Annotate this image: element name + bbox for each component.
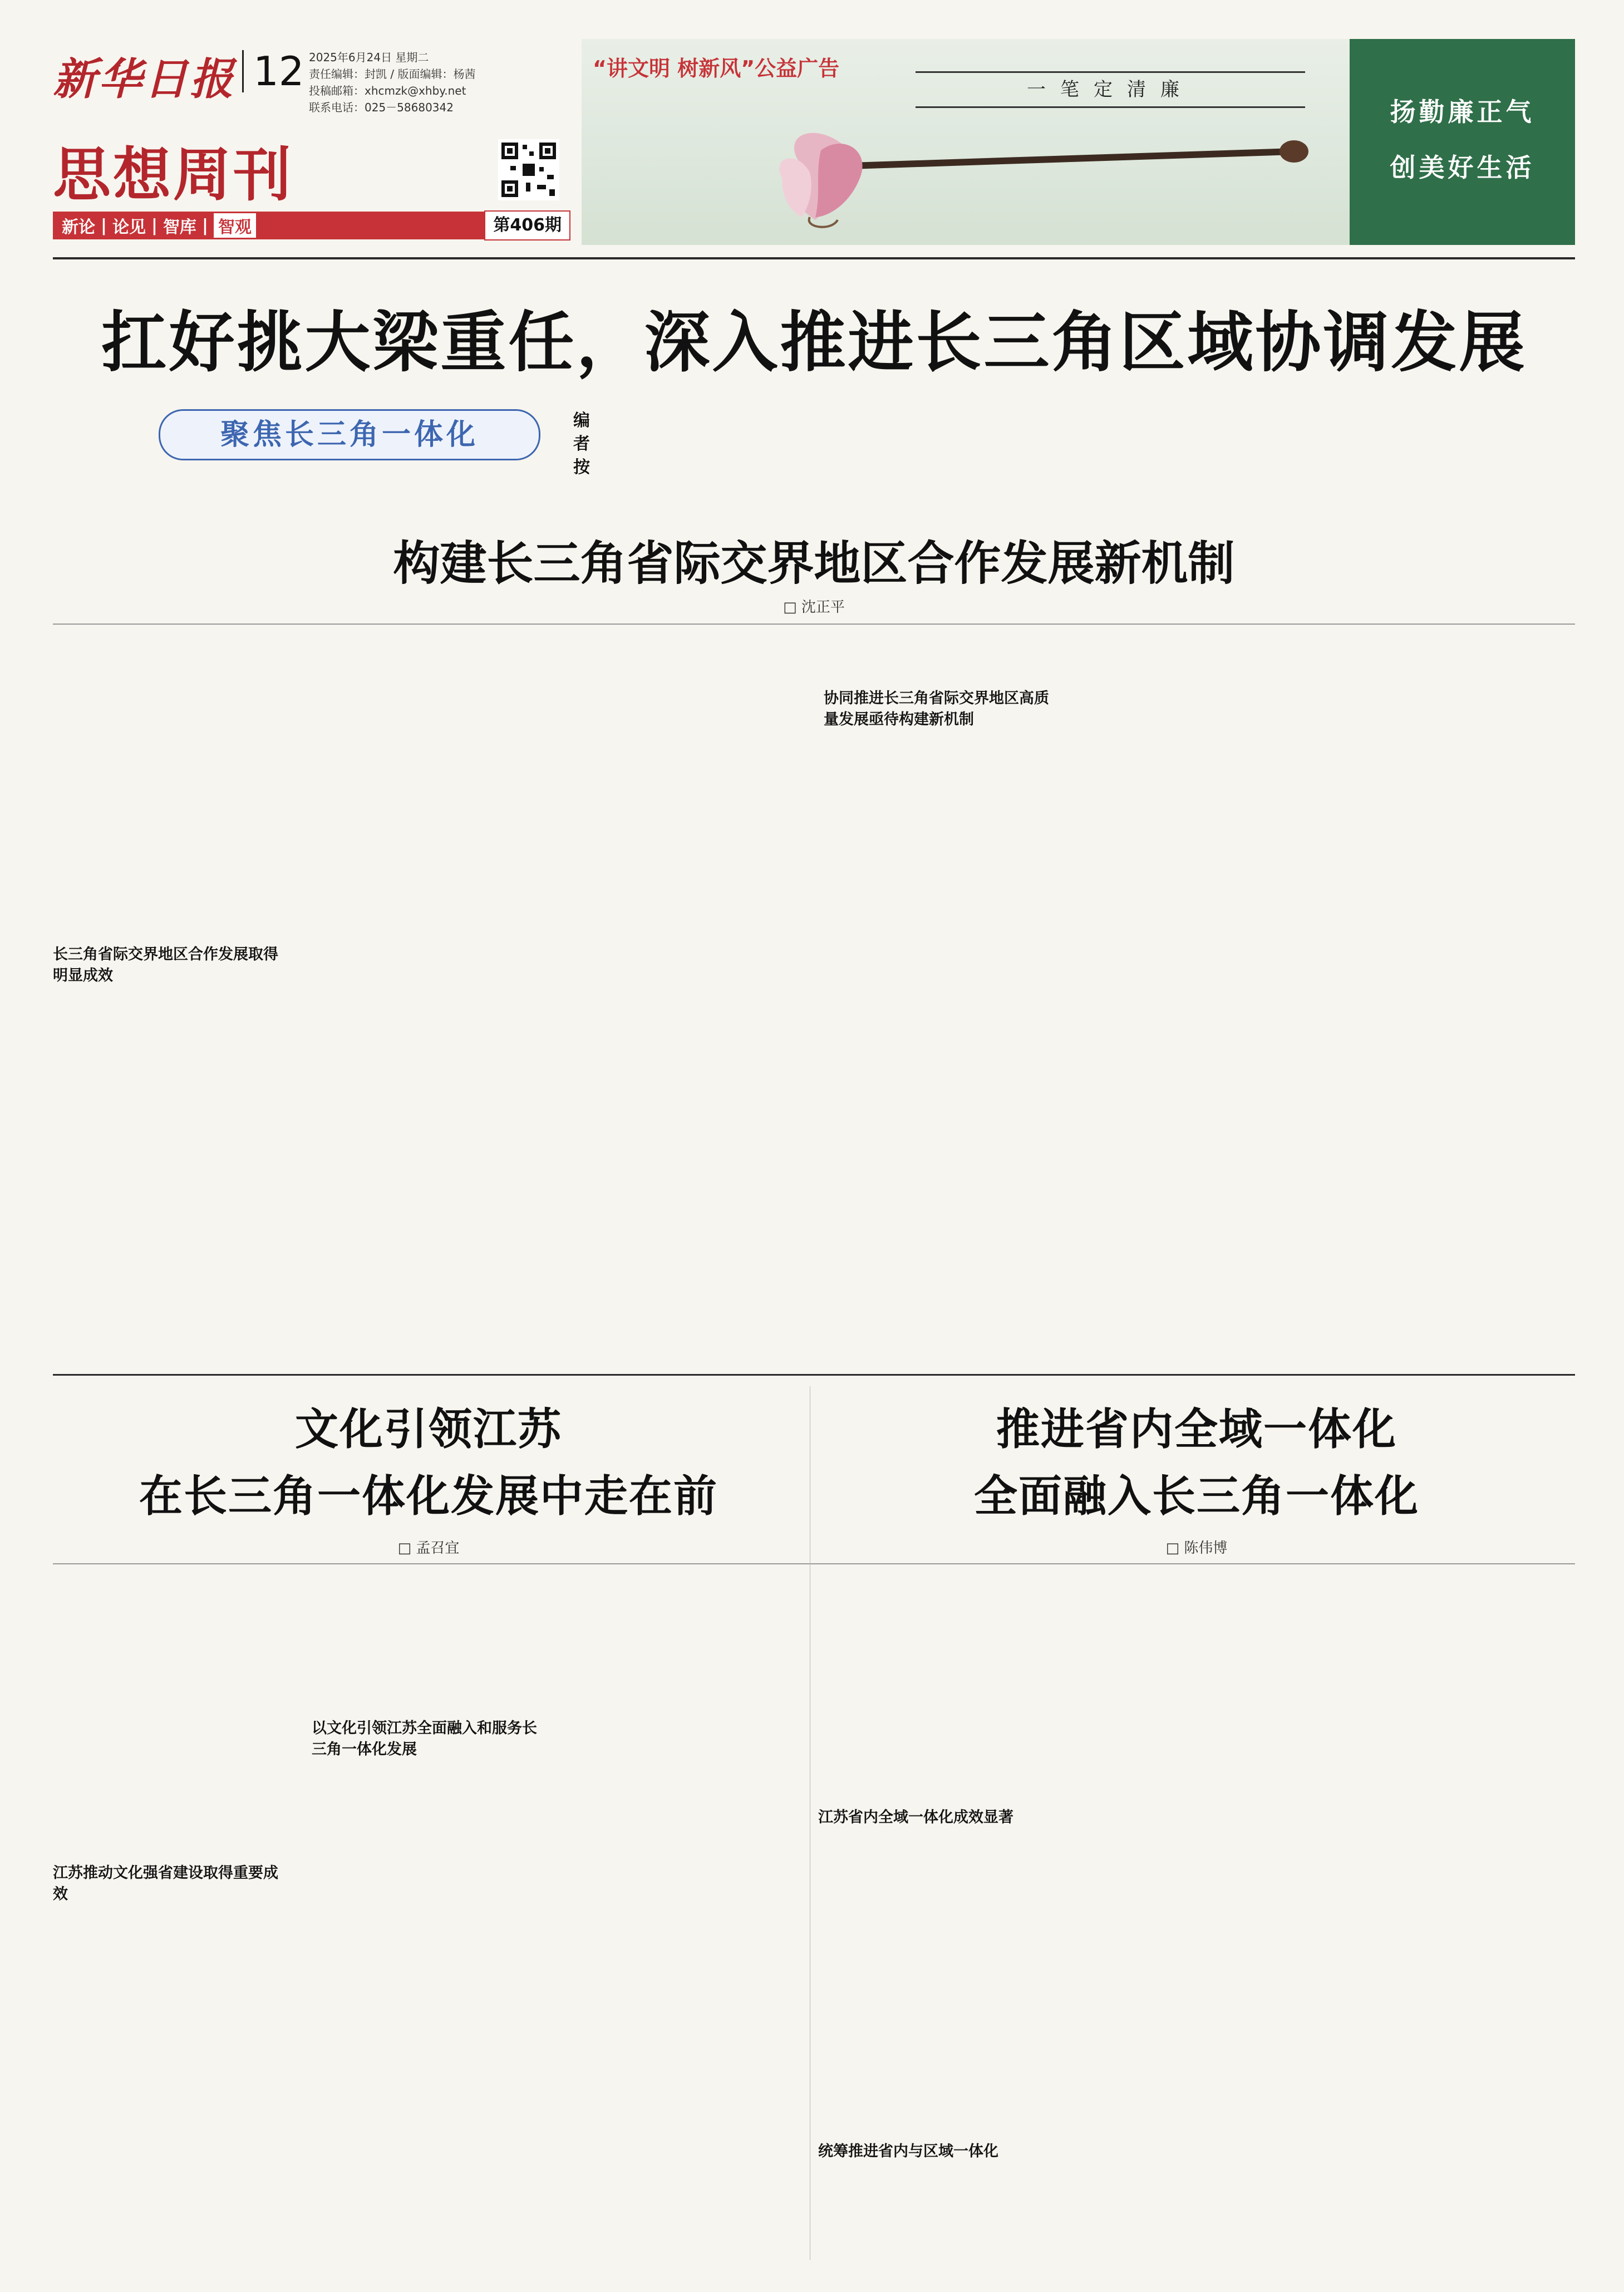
article3-body <box>818 1576 1575 2260</box>
article1-col-4 <box>824 635 1057 1364</box>
article2-col-2 <box>312 1576 545 2260</box>
article2-subhead-1: 江苏推动文化强省建设取得重要成效 <box>53 1864 278 1903</box>
masthead <box>53 45 570 245</box>
article1-col-5 <box>1082 635 1316 1364</box>
nav-item-lunjian[interactable]: 论见 <box>112 218 146 237</box>
nav-item-zhiku[interactable]: 智库 <box>163 218 196 237</box>
article1-col-3 <box>565 635 799 1364</box>
article2-subhead-2: 以文化引领江苏全面融入和服务长三角一体化发展 <box>312 1720 537 1758</box>
section-title: 思想周刊 <box>53 140 294 209</box>
brush-lotus-icon <box>749 100 1361 239</box>
article1-col-6 <box>1341 635 1575 1364</box>
article3-title-line2: 全面融入长三角一体化 <box>973 1471 1419 1522</box>
editor-note-label: 编者按 <box>573 411 590 477</box>
lower-title-rule <box>53 1563 1575 1564</box>
article2-author: □ 孟召宜 <box>397 1540 460 1557</box>
main-headline: 扛好挑大梁重任，深入推进长三角区域协调发展 <box>101 303 1527 381</box>
ad-slogan-line1: 扬勤廉正气 <box>1390 97 1535 127</box>
paper-name: 新华日报 <box>53 54 236 105</box>
article3-col-3 <box>1341 1576 1575 2260</box>
qr-code-icon <box>498 139 559 200</box>
article1-body <box>53 635 1575 1364</box>
article3-title-line1: 推进省内全域一体化 <box>996 1404 1397 1455</box>
article1-bottom-rule <box>53 1374 1575 1376</box>
article1-title: 构建长三角省际交界地区合作发展新机制 <box>393 536 1235 591</box>
article2-title-line1: 文化引领江苏 <box>294 1404 562 1455</box>
date-line: 2025年6月24日 星期二 <box>309 51 429 64</box>
masthead-divider <box>53 257 1575 259</box>
ad-campaign-title: “讲文明 树新风”公益广告 <box>593 56 840 81</box>
editor-note-text <box>604 367 1572 501</box>
article1-author: □ 沈正平 <box>783 599 845 616</box>
editor-line: 责任编辑：封凯 / 版面编辑：杨茜 <box>309 67 476 81</box>
phone-line: 联系电话：025－58680342 <box>309 101 454 114</box>
article3-subhead-1: 江苏省内全域一体化成效显著 <box>818 1809 1013 1826</box>
ad-frame-text: 一笔定清廉 <box>1027 78 1194 101</box>
ad-slogan-line2: 创美好生活 <box>1390 153 1535 183</box>
article1-title-rule <box>53 624 1575 625</box>
article2-title-line2: 在长三角一体化发展中走在前 <box>139 1471 718 1522</box>
section-nav: 新论 | 论见 | 智库 | 智观 第406期 <box>53 212 570 239</box>
nav-item-zhiguan[interactable]: 智观 <box>214 213 256 238</box>
nav-item-xinlun[interactable]: 新论 <box>62 218 95 237</box>
public-service-ad <box>582 39 1575 245</box>
page-number: 12 <box>253 48 304 95</box>
section-badge <box>159 409 540 460</box>
article1-subhead-1: 长三角省际交界地区合作发展取得明显成效 <box>53 946 278 984</box>
article2-body <box>53 1576 804 2260</box>
ad-slogan-panel <box>1350 39 1575 245</box>
masthead-info <box>309 49 476 116</box>
article3-subhead-2: 统筹推进省内与区域一体化 <box>818 2143 998 2160</box>
article3-col-2 <box>1080 1576 1313 2260</box>
email-line: 投稿邮箱：xhcmzk@xhby.net <box>309 84 466 97</box>
article1-col-2 <box>306 635 540 1364</box>
article1-subhead-2: 协同推进长三角省际交界地区高质量发展亟待构建新机制 <box>824 690 1049 728</box>
section-badge-label: 聚焦长三角一体化 <box>220 418 479 451</box>
article1-col-1 <box>53 635 281 1364</box>
article3-col-1 <box>818 1576 1052 2260</box>
article2-col-1 <box>53 1576 287 2260</box>
issue-number: 第406期 <box>484 210 570 241</box>
article2-col-3 <box>570 1576 804 2260</box>
article3-author: □ 陈伟博 <box>1165 1540 1228 1557</box>
